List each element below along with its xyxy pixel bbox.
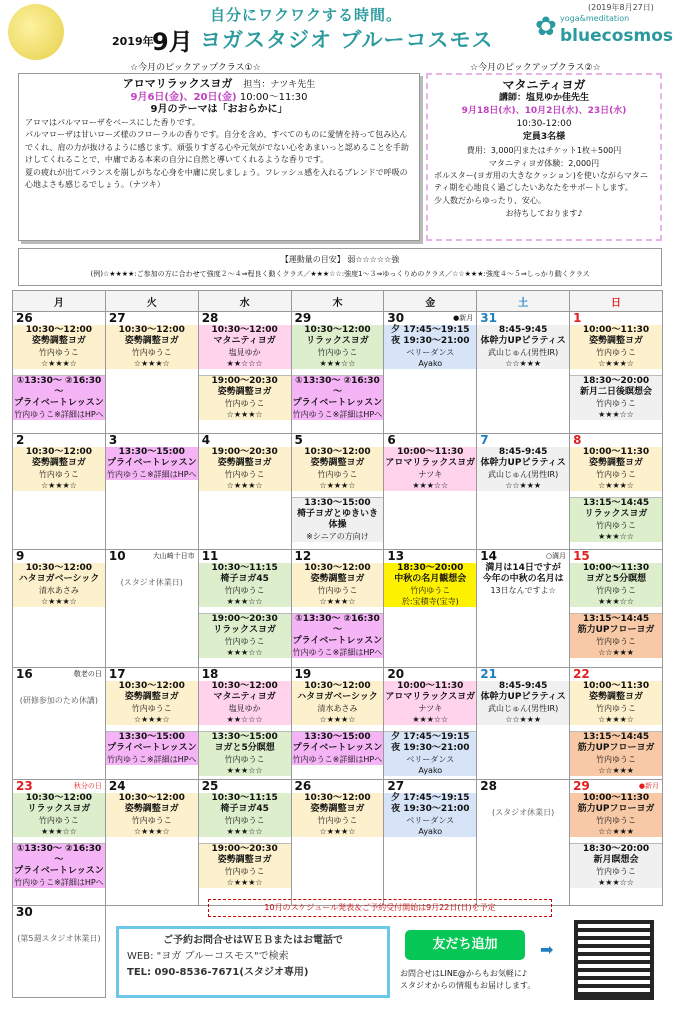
- calendar-day-19: [291, 668, 384, 780]
- calendar-day-21: [477, 668, 570, 780]
- class-entry: 10:30～12:00 姿勢調整ヨガ 竹内ゆうこ ☆★★★☆: [292, 793, 384, 837]
- day-number: 6: [387, 433, 396, 447]
- class-entry: 10:00～11:30 姿勢調整ヨガ 竹内ゆうこ ☆★★★☆: [570, 447, 662, 491]
- day-number: 10 大山崎十日市: [108, 549, 195, 563]
- calendar-day-24: [105, 780, 198, 906]
- pickup-1-theme: 9月のテーマは「おおらかに」: [150, 104, 288, 115]
- day-number: 21: [480, 667, 497, 681]
- calendar-day-9: [13, 550, 106, 668]
- calendar-day-18: [198, 668, 291, 780]
- class-entry: 10:00～11:30 アロマリラックスヨガ ナツキ ★★★☆☆: [385, 681, 476, 724]
- calendar-day-10: [105, 550, 198, 668]
- class-entry: 10:30～12:00 リラックスヨガ 竹内ゆうこ ★★★☆☆: [292, 325, 384, 369]
- class-entry: 13:30～15:00 プライベートレッスン 竹内ゆうこ※詳細はHPへ: [292, 732, 383, 764]
- logo-text: bluecosmos: [560, 26, 674, 46]
- weekday-fri: 金: [384, 291, 477, 312]
- calendar-day-27: [105, 312, 198, 434]
- day-number: 29 ●新月: [573, 779, 659, 793]
- contact-line-1: ご予約お問合せはＷＥＢまたはお電話で: [163, 935, 343, 946]
- day-number: 27: [387, 779, 405, 793]
- weekday-sat: 土: [477, 291, 570, 312]
- weekday-sun: 日: [570, 291, 663, 312]
- year-label: 2019年: [112, 35, 154, 48]
- pickup-1-title: アロマリラックスヨガ: [122, 77, 233, 90]
- closed-note: (スタジオ休業日): [492, 808, 555, 817]
- day-number: 28: [480, 779, 497, 793]
- class-entry: 10:30～12:00 姿勢調整ヨガ 竹内ゆうこ ☆★★★☆: [106, 325, 198, 369]
- arrow-right-icon: ➡: [540, 940, 554, 959]
- day-number: 23 秋分の日: [16, 779, 102, 793]
- class-entry: 夕 17:45～19:15 夜 19:30～21:00 ベリーダンス Ayako: [384, 793, 476, 837]
- next-schedule-notice: 10月のスケジュール発表＆ご予約受付開始は9月22日(日)を予定: [208, 899, 552, 917]
- studio-name: ヨガスタジオ ブルーコスモス: [200, 28, 494, 52]
- calendar-day-26: [13, 312, 106, 434]
- calendar-day-2: [13, 434, 106, 550]
- weekday-tue: 火: [105, 291, 198, 312]
- day-number: 3: [108, 433, 118, 447]
- pickup-class-2: [426, 73, 662, 241]
- pickup-class-1: [18, 73, 420, 241]
- class-entry: 13:15～14:45 筋力UPフローヨガ 竹内ゆうこ ☆☆★★★: [570, 731, 662, 776]
- calendar-day-8: [570, 434, 663, 550]
- logo-subtitle: yoga&meditation: [560, 14, 630, 23]
- pickup-2-heading: ☆今月のピックアップクラス②☆: [470, 63, 601, 73]
- day-number: 2: [16, 433, 25, 447]
- calendar-day-20: [384, 668, 477, 780]
- class-entry: 8:45-9:45 体幹力UPピラティス 武山じゅん(男性IR) ☆☆★★★: [477, 325, 569, 369]
- pickup-1-dates: 9月6日(金)、20日(金): [130, 91, 237, 103]
- calendar-day-25: [198, 780, 291, 906]
- moon-rabbit-logo: [8, 4, 64, 60]
- weekday-mon: 月: [13, 291, 106, 312]
- calendar-day-17: [105, 668, 198, 780]
- day-number: 17: [108, 667, 126, 681]
- calendar-day-14: [477, 550, 570, 668]
- pickup-2-time: 10:30-12:00: [516, 119, 572, 129]
- calendar-day-22: [570, 668, 663, 780]
- class-entry: 19:00～20:30 姿勢調整ヨガ 竹内ゆうこ ☆★★★☆: [199, 375, 291, 420]
- intensity-guide-examples: (例)☆★★★★:ご参加の方に合わせて強度２～４⇒程良く動くクラス／★★★☆☆:強度1～３⇒ゆっくりめのクラス／☆☆★★★:強度４～５⇒しっかり動くクラス: [90, 270, 590, 278]
- day-number: 7: [480, 433, 489, 447]
- pickup-1-heading: ☆今月のピックアップクラス①☆: [130, 63, 261, 73]
- schedule-calendar: [12, 290, 663, 998]
- day-number: 8: [573, 433, 582, 447]
- class-entry: ①13:30～ ②16:30～ プライベートレッスン 竹内ゆうこ※詳細はHPへ: [14, 844, 104, 887]
- calendar-day-31: [477, 312, 570, 434]
- contact-box: [116, 926, 390, 998]
- calendar-day-30: [13, 906, 106, 998]
- line-info-1: お問合せはLINE@からもお気軽に♪: [400, 969, 527, 978]
- class-entry: 13:30～15:00 プライベートレッスン 竹内ゆうこ※詳細はHPへ: [106, 447, 197, 479]
- calendar-day-28: [198, 312, 291, 434]
- calendar-day-29: [291, 312, 384, 434]
- pickup-2-text-1: ボルスター(ヨガ用の大きなクッション)を使いながらマタニティ期を心地良く過ごしたいあなたをサポートします。: [434, 171, 648, 192]
- calendar-day-7: [477, 434, 570, 550]
- contact-web: WEB: "ヨガ ブルーコスモス"で検索: [127, 951, 289, 962]
- calendar-day-13: [384, 550, 477, 668]
- class-entry: 10:30～12:00 マタニティヨガ 塩見ゆか ★★☆☆☆: [199, 325, 291, 369]
- day-number: 9: [16, 549, 25, 563]
- class-entry: 19:00～20:30 姿勢調整ヨガ 竹内ゆうこ ☆★★★☆: [199, 447, 291, 491]
- day-number: 22: [573, 667, 590, 681]
- day-number: 31: [480, 311, 497, 325]
- class-entry: 10:30～11:15 椅子ヨガ45 竹内ゆうこ ★★★☆☆: [199, 563, 291, 607]
- day-number: 13: [387, 549, 405, 563]
- calendar-day-15: [570, 550, 663, 668]
- closed-note: (第5週スタジオ休業日): [17, 934, 101, 943]
- calendar-day-29: [570, 780, 663, 906]
- class-entry: 8:45-9:45 体幹力UPピラティス 武山じゅん(男性IR) ☆☆★★★: [477, 447, 569, 491]
- calendar-day-11: [198, 550, 291, 668]
- class-entry: 10:30～12:00 マタニティヨガ 塩見ゆか ★★☆☆☆: [199, 681, 291, 725]
- class-entry: 10:00～11:30 姿勢調整ヨガ 竹内ゆうこ ☆★★★☆: [570, 681, 662, 725]
- day-number: 1: [573, 311, 582, 325]
- day-number: 28: [201, 311, 219, 325]
- pickup-2-title: マタニティヨガ: [502, 78, 586, 92]
- class-entry: 8:45-9:45 体幹力UPピラティス 武山じゅん(男性IR) ☆☆★★★: [477, 681, 569, 725]
- calendar-day-26: [291, 780, 384, 906]
- calendar-day-12: [291, 550, 384, 668]
- class-entry: 10:00～11:30 アロマリラックスヨガ ナツキ ★★★☆☆: [385, 447, 476, 490]
- issue-date: (2019年8月27日): [588, 3, 654, 12]
- class-entry: 10:30～11:15 椅子ヨガ45 竹内ゆうこ ★★★☆☆: [199, 793, 291, 837]
- class-entry: 10:00～11:30 姿勢調整ヨガ 竹内ゆうこ ☆★★★☆: [570, 325, 662, 369]
- pickup-2-capacity: 定員3名様: [522, 132, 566, 142]
- day-number: 11: [201, 549, 219, 563]
- closed-note: (スタジオ休業日): [120, 578, 183, 587]
- class-entry: 10:30～12:00 リラックスヨガ 竹内ゆうこ ★★★☆☆: [13, 793, 105, 837]
- day-number: 24: [108, 779, 126, 793]
- calendar-day-5: [291, 434, 384, 550]
- line-info-2: スタジオからの情報もお届けします。: [400, 981, 536, 990]
- calendar-day-4: [198, 434, 291, 550]
- pickup-2-text-2: 少人数だからゆったり、安心。: [434, 196, 546, 205]
- class-entry: 10:30～12:00 ハタヨガベーシック 清水あさみ ☆★★★☆: [13, 563, 105, 607]
- class-entry: 10:30～12:00 姿勢調整ヨガ 竹内ゆうこ ☆★★★☆: [13, 325, 105, 369]
- pickup-1-time: 10:00～11:30: [239, 91, 308, 103]
- day-number: 18: [201, 667, 219, 681]
- class-entry: 19:00～20:30 リラックスヨガ 竹内ゆうこ ★★★☆☆: [199, 613, 291, 658]
- class-entry: 10:30～12:00 姿勢調整ヨガ 竹内ゆうこ ☆★★★☆: [292, 563, 384, 607]
- day-number: 4: [201, 433, 211, 447]
- day-number: 27: [108, 311, 126, 325]
- pickup-1-text-2: パルマローザは甘いローズ様のフローラルの香りです。自分を含め、すべてのものに愛情を持って包み込んでくれ、肩の力が抜けるように感じます。頑張りすぎる心や元気がでない心をあまいっと認めることを手助けしてくれることで、中庸である本来の自分に自然と導いてくれるような香りです。: [25, 130, 409, 164]
- class-entry: ①13:30～ ②16:30～ プライベートレッスン 竹内ゆうこ※詳細はHPへ: [292, 376, 383, 419]
- pickup-2-fee: 費用：3,000円またはチケット1枚＋500円: [466, 146, 622, 155]
- pickup-1-text-1: アロマはパルマローザをベースにした香りです。: [25, 117, 200, 127]
- day-number: 16 敬老の日: [16, 667, 102, 681]
- day-number: 26: [294, 779, 312, 793]
- class-entry: 19:00～20:30 姿勢調整ヨガ 竹内ゆうこ ☆★★★☆: [199, 843, 291, 888]
- calendar-day-28: [477, 780, 570, 906]
- day-number: 14 ○満月: [480, 549, 567, 563]
- class-entry: 夕 17:45～19:15 夜 19:30～21:00 ベリーダンス Ayako: [384, 731, 476, 776]
- pickup-1-teacher: 担当：ナツキ先生: [243, 80, 316, 90]
- calendar-day-27: [384, 780, 477, 906]
- pickup-2-teacher: 講師：塩見ゆか佳先生: [498, 93, 589, 103]
- pickup-1-text-3: 夏の疲れが出てバランスを崩しがちな心身を中庸に戻しましょう。フレッシュ感を入れるブレンドで呼吸の心地よさも感じるでしょう。（ナツキ）: [25, 167, 408, 189]
- day-number: 29: [294, 311, 312, 325]
- day-number: 30: [16, 905, 33, 919]
- class-entry: ①13:30～ ②16:30～ プライベートレッスン 竹内ゆうこ※詳細はHPへ: [14, 376, 104, 419]
- flower-icon: ✿: [535, 12, 557, 42]
- day-number: 30 ●新月: [387, 311, 474, 325]
- class-entry: 10:30～12:00 ハタヨガベーシック 清水あさみ ☆★★★☆: [292, 681, 384, 725]
- weekday-wed: 水: [198, 291, 291, 312]
- contact-phone: TEL: 090-8536-7671(スタジオ専用): [127, 967, 309, 978]
- qr-code[interactable]: [574, 920, 654, 1000]
- day-number: 20: [387, 667, 405, 681]
- calendar-day-6: [384, 434, 477, 550]
- class-entry: 10:30～12:00 姿勢調整ヨガ 竹内ゆうこ ☆★★★☆: [106, 793, 198, 837]
- calendar-day-23: [13, 780, 106, 906]
- weekday-thu: 木: [291, 291, 384, 312]
- class-entry: 13:30～15:00 椅子ヨガとゆきいき体操 ※シニアの方向け: [292, 497, 384, 542]
- class-entry: 13:30～15:00 プライベートレッスン 竹内ゆうこ※詳細はHPへ: [106, 732, 197, 764]
- calendar-day-3: [105, 434, 198, 550]
- class-entry: 13:30～15:00 ヨガと5分瞑想 竹内ゆうこ ★★★☆☆: [199, 731, 291, 776]
- line-add-friend-button[interactable]: 友だち追加: [405, 930, 525, 960]
- closed-note: (研修参加のため休講): [19, 696, 99, 705]
- calendar-day-16: [13, 668, 106, 780]
- class-entry: 18:30～20:00 新月二日後瞑想会 竹内ゆうこ ★★★☆☆: [570, 375, 662, 420]
- pickup-2-text-3: お待ちしております♪: [505, 209, 583, 218]
- day-number: 15: [573, 549, 590, 563]
- class-entry: 18:30～20:00 新月瞑想会 竹内ゆうこ ★★★☆☆: [570, 843, 662, 888]
- day-number: 19: [294, 667, 312, 681]
- class-entry: 10:30～12:00 姿勢調整ヨガ 竹内ゆうこ ☆★★★☆: [106, 681, 198, 725]
- class-entry: 夕 17:45～19:15 夜 19:30～21:00 ベリーダンス Ayako: [384, 325, 476, 369]
- class-entry: 18:30～20:00 中秋の名月観想会 竹内ゆうこ 於:宝積寺(宝寺): [384, 563, 476, 607]
- class-entry: 13:15～14:45 筋力UPフローヨガ 竹内ゆうこ ☆☆★★★: [570, 613, 662, 658]
- day-number: 26: [16, 311, 33, 325]
- class-entry: 10:30～12:00 姿勢調整ヨガ 竹内ゆうこ ☆★★★☆: [13, 447, 105, 491]
- intensity-guide: [18, 248, 662, 286]
- calendar-day-1: [570, 312, 663, 434]
- tagline: 自分にワクワクする時間。: [210, 6, 403, 24]
- pickup-2-trial: マタニティヨガ体験：2,000円: [488, 159, 600, 168]
- class-entry: 10:00～11:30 筋力UPフローヨガ 竹内ゆうこ ☆☆★★★: [570, 793, 662, 837]
- pickup-2-dates: 9月18日(水)、10月2日(水)、23日(水): [461, 106, 627, 116]
- class-entry: 10:30～12:00 姿勢調整ヨガ 竹内ゆうこ ☆★★★☆: [292, 447, 384, 491]
- intensity-guide-title: 【運動量の目安】 弱☆☆☆☆☆強: [280, 255, 400, 264]
- day-number: 12: [294, 549, 312, 563]
- class-entry: 10:00～11:30 ヨガと5分瞑想 竹内ゆうこ ★★★☆☆: [570, 563, 662, 607]
- day-number: 5: [294, 433, 303, 447]
- class-entry: 満月は14日ですが 今年の中秋の名月は 13日なんですよ☆: [482, 563, 564, 595]
- class-entry: 13:15～14:45 リラックスヨガ 竹内ゆうこ ★★★☆☆: [570, 497, 662, 542]
- month-label: 9月: [152, 28, 193, 56]
- line-info: [400, 968, 535, 992]
- day-number: 25: [201, 779, 219, 793]
- calendar-day-30: [384, 312, 477, 434]
- class-entry: ①13:30～ ②16:30～ プライベートレッスン 竹内ゆうこ※詳細はHPへ: [292, 614, 383, 657]
